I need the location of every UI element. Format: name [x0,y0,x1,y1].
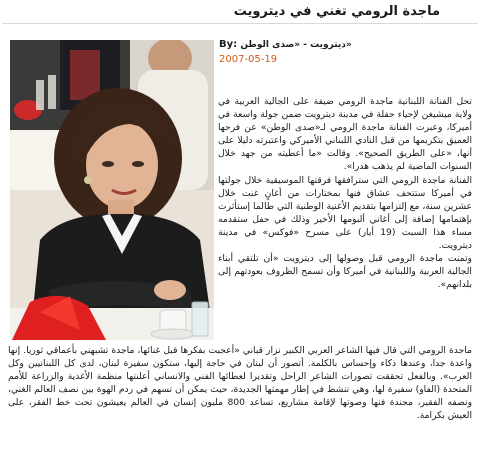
article-photo [10,40,214,340]
article-date: 2007-05-19 [219,54,278,65]
singer-photo-illustration [10,40,214,340]
paragraph: ماجدة الرومي التي قال فيها الشاعر العربي الكبير نزار قباني «أعجبت بفكرها قبل غنائها، ماجدة تشبهني بأعماقي ثوريا. إنها واعدة جدا، وعندها ذكاء وإحساس بالكلمة. أتصور أن لبنان في حاجة إليها، ستكون سفيرة لبنان، لدى كل اللبنانيين وكل العرب». وبالفعل تحققت تصورات الشاعر الراحل وتقديرا لعطائها الفني والانساني أعلنتها منظمة الأغذية والزراعة للأمم المتحدة (الفاو) سفيرة لها، وهي تنشط في إطار مهمتها الجديدة، حيث يمكن أن تسهم في ردم الهوة بين نصف العالم الغني، ونصفه الفقير، مجندة فنها وصوتها لإقامة مشاريع، تساعد 800 مليون إنسان في العالم يعيشون تحت خط الفقر، على العيش بكرامة. [8,345,472,422]
article-title: ماجدة الرومي تغني في ديترويت [233,4,440,19]
byline [219,39,469,53]
by-label: By: [219,39,238,50]
article-body-full [8,344,472,423]
title-divider [2,23,478,24]
article-source: «ديترويت - «صدى الوطن [240,40,352,50]
paragraph: الفنانة ماجدة الرومي التي سترافقها فرقتها الموسيقية خلال جولتها في أميركا ستتحف عشاق فنها بمختارات من أغانٍ غنت خلال عشرين سنة، مع إلتزامها بتقديم الأغنية الوطنية التي طالما إستأثرت بإهتمامها إضافة إلى أغاني ألبومها الأخير وذلك في حفل ستقدمه مساء هذا السبت (19 أيار) على مسرح «فوكس» في مدينة ديترويت. [218,174,472,252]
paragraph: تحل الفنانة اللبنانية ماجدة الرومي ضيفة على الجالية العربية في ولاية ميشيغن لإحياء حفلة في مدينة ديترويت ضمن جولة واسعة في أميركا، وعبرت الفنانة ماجدة الرومي لـ«صدى الوطن» عن فرحها العميق بتكريمها من قبل النادي اللبناني الأميركي واعتبرته دليلا على أنها، «على الطريق الصحيح». وقالت «ما أعطيته من جهد خلال السنوات الماضية لم يذهب هدرا». [218,96,472,173]
paragraph: وتمنت ماجدة الرومي قبل وصولها إلى ديترويت «أن تلتقي أبناء الجالية العربية واللبنانية في أميركا وأن تسمح الظروف بعودتهم إلى بلدانهم». [218,253,472,291]
article-body-side [218,95,472,291]
